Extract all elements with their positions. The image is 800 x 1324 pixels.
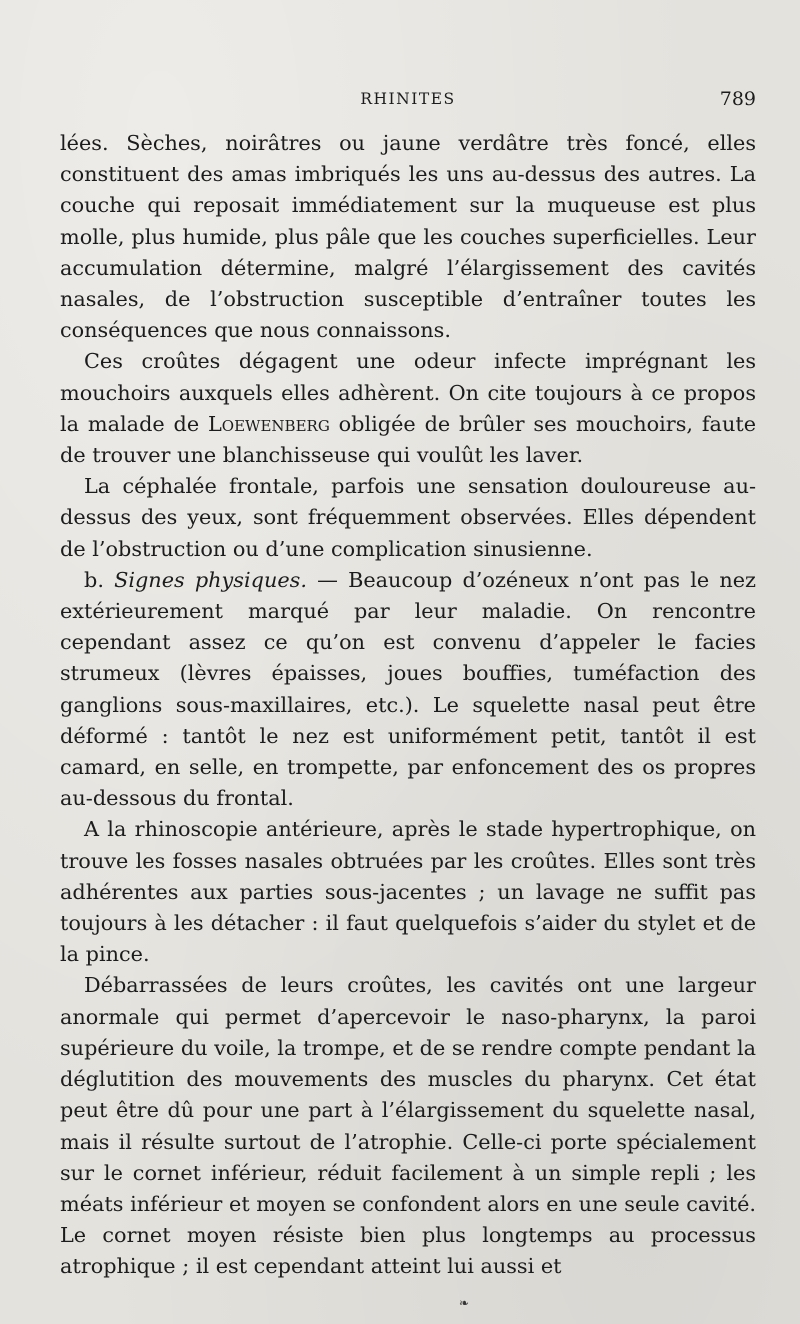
paragraph-5: A la rhinoscopie antérieure, après le stade hypertrophique, on trouve les fosses nasales obtruées par les croûtes. Elles sont très adhérentes aux parties sous-jacentes ; un lavage ne suffit pas toujours à les détacher : il faut quelquefois s’aider du stylet et de la pince. (60, 817, 756, 967)
section-label: b. (84, 567, 115, 592)
paragraph-2 (60, 346, 756, 471)
paragraph-3: La céphalée frontale, parfois une sensation douloureuse au-dessus des yeux, sont fréquemment observées. Elles dépendent de l’obstruction ou d’une complication sinusienne. (60, 474, 756, 561)
paragraph-4-text: — Beaucoup d’ozéneux n’ont pas le nez extérieurement marqué par leur maladie. On rencontre cependant assez ce qu’on est convenu d’appeler le facies strumeux (lèvres épaisses, joues bouffies, tuméfaction des ganglions sous-maxillaires, etc.). Le squelette nasal peut être déformé : tantôt le nez est uniformément petit, tantôt il est camard, en selle, en trompette, par enfoncement des os propres au-dessous du frontal. (60, 567, 756, 811)
body-text (60, 128, 756, 1283)
author-name: Loewenberg (208, 411, 330, 436)
footer-ornament: ❧ (459, 1296, 470, 1310)
section-heading: Signes physiques. (114, 567, 307, 592)
running-header (60, 88, 756, 116)
paragraph-4 (60, 565, 756, 815)
running-title: RHINITES (360, 90, 456, 108)
paragraph-2-text-end: obligée de brûler ses mouchoirs, faute de trouver une blanchisseuse qui voulût les laver. (60, 411, 756, 468)
paragraph-1: lées. Sèches, noirâtres ou jaune verdâtre très foncé, elles constituent des amas imbriqués les uns au-dessus des autres. La couche qui reposait immédiatement sur la muqueuse est plus molle, plus humide, plus pâle que les couches superficielles. Leur accumulation détermine, malgré l’élargissement des cavités nasales, de l’obstruction susceptible d’entraîner toutes les conséquences que nous connaissons. (60, 131, 756, 343)
paragraph-2-text-start: Ces croûtes dégagent une odeur infecte imprégnant les mouchoirs auxquels elles adhèrent. On cite toujours à ce propos la malade de (60, 349, 756, 436)
paragraph-6: Débarrassées de leurs croûtes, les cavités ont une largeur anormale qui permet d’apercevoir le naso-pharynx, la paroi supérieure du voile, la trompe, et de se rendre compte pendant la déglutition des mouvements des muscles du pharynx. Cet état peut être dû pour une part à l’élargissement du squelette nasal, mais il résulte surtout de l’atrophie. Celle-ci porte spécialement sur le cornet inférieur, réduit facilement à un simple repli ; les méats inférieur et moyen se confondent alors en une seule cavité. Le cornet moyen résiste bien plus longtemps au processus atrophique ; il est cependant atteint lui aussi et (60, 973, 756, 1279)
page-number: 789 (719, 88, 756, 110)
